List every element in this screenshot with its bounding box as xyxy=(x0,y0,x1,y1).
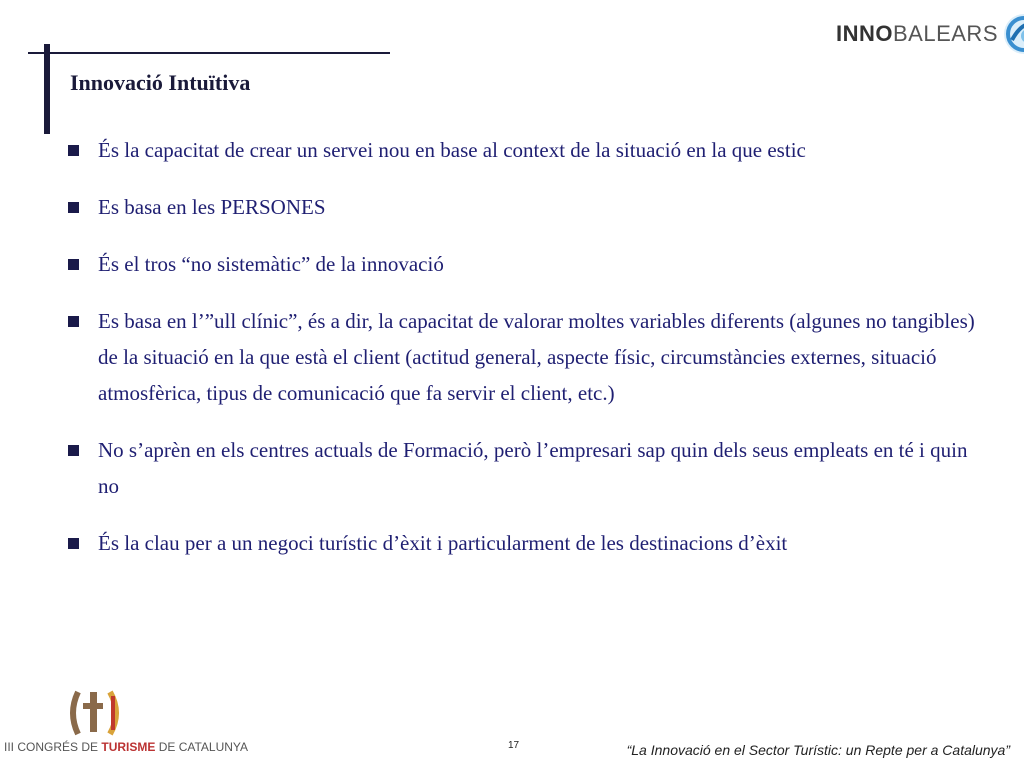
congress-t-icon xyxy=(66,688,132,738)
footer-quote: “La Innovació en el Sector Turístic: un Repte per a Catalunya” xyxy=(626,742,1010,758)
logo-text-light: BALEARS xyxy=(893,21,998,46)
bullet-text: És el tros “no sistemàtic” de la innovació xyxy=(98,252,444,276)
bullet-square-icon xyxy=(68,145,79,156)
list-item xyxy=(68,432,993,504)
bullet-text: Es basa en les PERSONES xyxy=(98,195,326,219)
list-item xyxy=(68,132,993,168)
bullet-square-icon xyxy=(68,538,79,549)
list-item xyxy=(68,303,993,411)
congress-logo xyxy=(4,688,249,764)
bullet-text: No s’aprèn en els centres actuals de Formació, però l’empresari sap quin dels seus empleats en té i quin no xyxy=(98,438,968,498)
bullet-text: És la capacitat de crear un servei nou en base al context de la situació en la que estic xyxy=(98,138,806,162)
bullet-square-icon xyxy=(68,259,79,270)
logo-text-bold: INNO xyxy=(836,21,893,46)
logo-text xyxy=(836,21,998,47)
page-number: 17 xyxy=(508,740,520,751)
bullet-square-icon xyxy=(68,202,79,213)
list-item xyxy=(68,246,993,282)
bullet-square-icon xyxy=(68,445,79,456)
bullet-text: Es basa en l’”ull clínic”, és a dir, la capacitat de valorar moltes variables diferents (algunes no tangibles) de la situació en la que està el client (actitud general, aspecte físic, circumstàncies externes, situació atmosfèrica, tipus de comunicació que fa servir el client, etc.) xyxy=(98,309,975,405)
header-rule xyxy=(28,52,390,54)
header-accent-bar xyxy=(44,44,50,134)
list-item xyxy=(68,525,993,561)
list-item xyxy=(68,189,993,225)
slide-title: Innovació Intuïtiva xyxy=(70,70,251,95)
congress-label: III CONGRÉS DE TURISME DE CATALUNYA xyxy=(4,740,249,754)
globe-icon xyxy=(1002,12,1024,56)
bullet-text: És la clau per a un negoci turístic d’èxit i particularment de les destinacions d’èxit xyxy=(98,531,788,555)
bullet-list xyxy=(68,132,993,582)
bullet-square-icon xyxy=(68,316,79,327)
innobalears-logo xyxy=(836,10,1024,58)
